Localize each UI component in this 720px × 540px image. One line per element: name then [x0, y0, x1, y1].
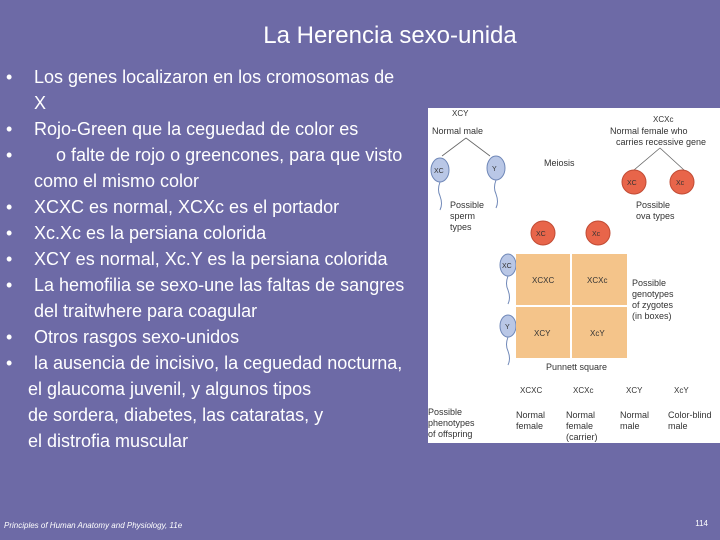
male-genotype: XCY: [452, 109, 469, 118]
ova-label-1: Possible: [636, 200, 671, 210]
punnett-figure: [428, 108, 720, 443]
bullet-text: Rojo-Green que la ceguedad de color es: [34, 119, 359, 139]
bullet-text: La hemofilia se sexo-une las faltas de sangres del traitwhere para coagular: [34, 275, 405, 321]
punnett-cell: XCXC: [532, 276, 555, 285]
punnett-cell: XCY: [534, 329, 551, 338]
phenotypes-label-2: phenotypes: [428, 418, 475, 428]
male-label: Normal male: [432, 126, 484, 136]
bullet-item: [6, 324, 406, 350]
bullet-list: [6, 64, 406, 454]
bullet-item: [6, 246, 406, 272]
sperm-label-1: Possible: [450, 200, 485, 210]
punnett-cell: XCXc: [587, 276, 608, 285]
offspring-genotype: XcY: [674, 386, 689, 395]
female-label-2: carries recessive gene: [616, 137, 707, 147]
bullet-marker: •: [6, 145, 13, 165]
offspring-phenotype: (carrier): [566, 432, 598, 442]
phenotypes-label-3: of offspring: [428, 429, 473, 439]
ovum-xc-top-label: XC: [627, 180, 637, 187]
offspring-genotype: XCY: [626, 386, 643, 395]
male-arrow-right: [466, 138, 490, 156]
bullet-text: o falte de rojo o greencones, para que visto como el mismo color: [34, 145, 403, 191]
offspring-phenotype: female: [516, 421, 544, 431]
bullet-text: la ausencia de incisivo, la ceguedad nocturna,: [34, 353, 403, 373]
continuation-line: de sordera, diabetes, las cataratas, y: [28, 405, 324, 425]
female-genotype: XCXc: [653, 115, 674, 124]
ovum-xc2-square-label: Xc: [592, 231, 601, 238]
bullet-marker: •: [6, 249, 13, 269]
bullet-item: [6, 350, 406, 376]
offspring-phenotype: Color-blind: [668, 410, 712, 420]
bullet-item: [6, 116, 406, 142]
bullet-marker: •: [6, 197, 13, 217]
female-arrow-right: [660, 148, 684, 170]
sperm-y-left-label: Y: [505, 324, 510, 331]
offspring-phenotype: Normal: [566, 410, 596, 420]
sperm-label-2: sperm: [450, 211, 476, 221]
genotypes-label-3: of zygotes: [632, 300, 674, 310]
bullet-marker: •: [6, 223, 13, 243]
sperm-tail: [495, 180, 498, 208]
punnett-label: Punnett square: [546, 362, 608, 372]
bullet-marker: •: [6, 327, 13, 347]
genotypes-label-4: (in boxes): [632, 311, 672, 321]
meiosis-label: Meiosis: [544, 158, 575, 168]
sperm-x-top-label: XC: [434, 168, 444, 175]
offspring-phenotype: male: [620, 421, 640, 431]
genotypes-label-2: genotypes: [632, 289, 674, 299]
bullet-marker: •: [6, 275, 13, 295]
continuation-line: el distrofia muscular: [28, 431, 189, 451]
phenotypes-label-1: Possible: [428, 407, 463, 417]
bullet-marker: •: [6, 67, 13, 87]
page-number: 114: [695, 519, 708, 528]
footer-citation: Principles of Human Anatomy and Physiology, 11e: [4, 521, 183, 530]
punnett-svg: [428, 108, 720, 443]
bullet-text: Los genes localizaron en los cromosomas de X: [34, 67, 395, 113]
sperm-label-3: types: [450, 222, 472, 232]
bullet-marker: •: [6, 119, 13, 139]
bullet-item: [6, 272, 406, 324]
bullet-item: [6, 142, 406, 194]
offspring-genotype: XCXC: [520, 386, 543, 395]
bullet-text: XCXC es normal, XCXc es el portador: [34, 197, 340, 217]
continuation-line: el glaucoma juvenil, y algunos tipos: [28, 379, 312, 399]
bullet-text: Otros rasgos sexo-unidos: [34, 327, 240, 347]
sperm-tail: [507, 337, 510, 365]
ovum-xc-square-label: XC: [536, 231, 546, 238]
sperm-tail: [507, 276, 510, 304]
genotypes-label-1: Possible: [632, 278, 667, 288]
bullet-item: [6, 220, 406, 246]
sperm-tail: [439, 182, 442, 210]
bullet-marker: •: [6, 353, 13, 373]
offspring-phenotype: female: [566, 421, 594, 431]
ovum-xc2-top-label: Xc: [676, 180, 685, 187]
ova-label-2: ova types: [636, 211, 675, 221]
sperm-y-top-label: Y: [492, 166, 497, 173]
slide-title: La Herencia sexo-unida: [263, 22, 517, 49]
offspring-genotype: XCXc: [573, 386, 594, 395]
sperm-x-left-label: XC: [502, 263, 512, 270]
bullet-item: [6, 194, 406, 220]
offspring-phenotype: male: [668, 421, 688, 431]
bullet-text: XCY es normal, Xc.Y es la persiana colorida: [34, 249, 388, 269]
bullet-item: [6, 64, 406, 116]
female-label-1: Normal female who: [610, 126, 688, 136]
offspring-phenotype: Normal: [620, 410, 650, 420]
punnett-cell: XcY: [590, 329, 605, 338]
female-arrow-left: [634, 148, 660, 170]
offspring-phenotype: Normal: [516, 410, 546, 420]
bullet-text: Xc.Xc es la persiana colorida: [34, 223, 267, 243]
male-arrow-left: [442, 138, 466, 156]
